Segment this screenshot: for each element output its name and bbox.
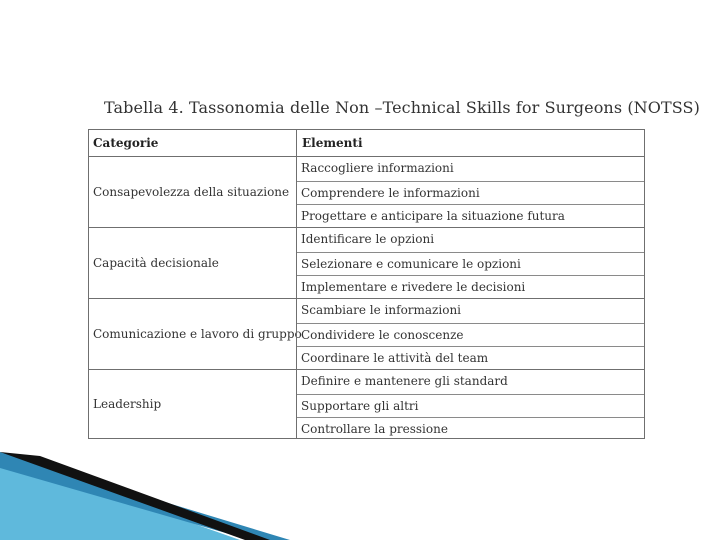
element-cell: Selezionare e comunicare le opzioni (296, 252, 644, 276)
column-divider (296, 130, 297, 438)
element-cell: Condividere le conoscenze (296, 323, 644, 347)
element-cell: Supportare gli altri (296, 394, 644, 418)
element-cell: Controllare la pressione (296, 417, 644, 441)
element-cell: Implementare e rivedere le decisioni (296, 275, 644, 299)
category-cell: Leadership (93, 396, 162, 411)
element-cell: Raccogliere informazioni (301, 161, 454, 175)
element-cell: Definire e mantenere gli standard (301, 374, 508, 388)
table-group-leadership (89, 370, 644, 437)
ribbon-dark-band (0, 452, 270, 540)
category-cell: Capacità decisionale (93, 256, 219, 270)
category-cell: Consapevolezza della situazione (93, 185, 290, 199)
table-group-situation-awareness (89, 157, 644, 228)
element-cell: Coordinare le attività del team (296, 346, 644, 370)
ribbon-light-band (0, 455, 240, 540)
header-elements: Elementi (302, 136, 363, 150)
ribbon-mid-band (0, 452, 290, 540)
category-cell: Comunicazione e lavoro di gruppo (93, 327, 302, 341)
element-cell: Progettare e anticipare la situazione futura (296, 204, 644, 228)
element-cell: Comprendere le informazioni (296, 181, 644, 205)
table-header-row (89, 130, 644, 157)
table-group-communication-teamwork (89, 299, 644, 370)
element-cell: Identificare le opzioni (301, 232, 435, 246)
table-group-decision-making (89, 228, 644, 299)
element-cell: Scambiare le informazioni (301, 303, 462, 317)
header-category: Categorie (93, 136, 159, 150)
table-caption: Tabella 4. Tassonomia delle Non –Technical Skills for Surgeons (NOTSS) (104, 98, 700, 117)
notss-table (88, 129, 645, 439)
